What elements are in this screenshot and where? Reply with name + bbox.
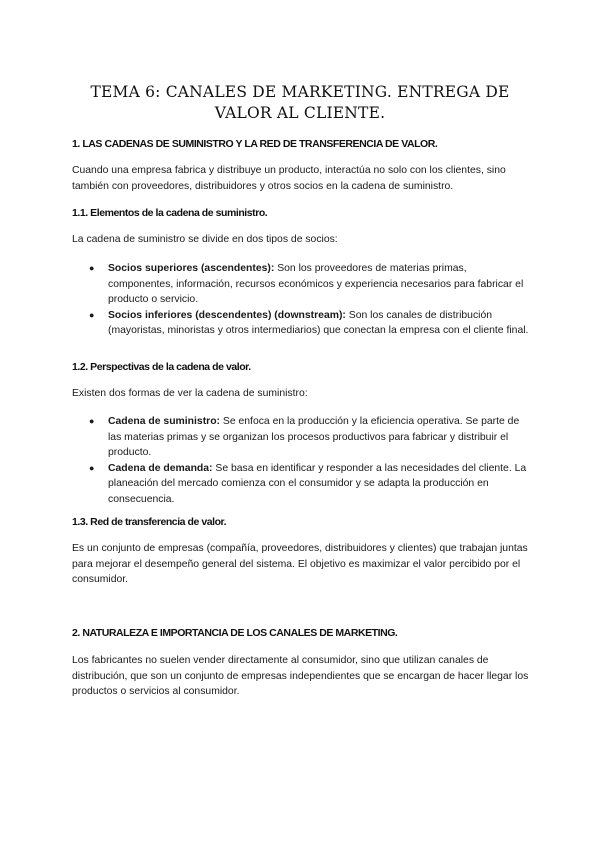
- list-item-term: Cadena de demanda:: [108, 462, 213, 474]
- list-item-text: Se basa en identificar y responder a las necesidades del cliente. La planeación del mercado comienza con el consumidor y se adapta la producción en consecuencia.: [108, 462, 527, 505]
- section-2-heading: 2. NATURALEZA E IMPORTANCIA DE LOS CANALES DE MARKETING.: [72, 627, 398, 639]
- list-item: [72, 461, 532, 508]
- list-item-text: Son los canales de distribución (mayoristas, minoristas y otros intermediarios) que conectan la empresa con el cliente final.: [108, 309, 529, 336]
- title-line-2: VALOR AL CLIENTE.: [214, 104, 386, 122]
- section-1-1-heading: 1.1. Elementos de la cadena de suministro.: [72, 207, 268, 219]
- list-item-text: Se enfoca en la producción y la eficiencia operativa. Se parte de las materias primas y se organizan los procesos productivos para fabricar y distribuir el producto.: [108, 416, 520, 458]
- title-line-1: TEMA 6: CANALES DE MARKETING. ENTREGA DE: [90, 83, 510, 101]
- list-item-term: Cadena de suministro:: [108, 416, 221, 427]
- bullet-icon: ●: [89, 462, 95, 473]
- section-1-intro: Cuando una empresa fabrica y distribuye un producto, interactúa no solo con los clientes, sino también con proveedores, distribuidores y otros socios en la cadena de suministro.: [72, 165, 506, 192]
- section-1-2-intro: Existen dos formas de ver la cadena de suministro:: [72, 388, 308, 399]
- section-1-2-list: [72, 414, 532, 507]
- bullet-icon: ●: [89, 309, 95, 320]
- document-title: [60, 82, 540, 124]
- section-1-3-heading: 1.3. Red de transferencia de valor.: [72, 516, 227, 528]
- bullet-icon: ●: [89, 416, 95, 426]
- bullet-icon: ●: [89, 263, 95, 273]
- section-1-3-text: Es un conjunto de empresas (compañía, proveedores, distribuidores y clientes) que trabajan juntas para mejorar el desempeño general del sistema. El objetivo es maximizar el valor percibido por el consumidor.: [72, 543, 528, 585]
- section-1-1-intro: La cadena de suministro se divide en dos tipos de socios:: [72, 234, 338, 245]
- section-1-1-list: [72, 261, 532, 339]
- list-item: [72, 261, 532, 308]
- list-item-term: Socios inferiores (descendentes) (downstream):: [108, 309, 346, 321]
- list-item-text: Son los proveedores de materias primas, componentes, información, recursos económicos y experiencia necesarios para fabricar el producto o servicio.: [108, 263, 524, 305]
- section-1-heading: 1. LAS CADENAS DE SUMINISTRO Y LA RED DE TRANSFERENCIA DE VALOR.: [72, 138, 438, 150]
- list-item-term: Socios superiores (ascendentes):: [108, 263, 275, 274]
- list-item: [72, 308, 532, 339]
- section-1-2-heading: 1.2. Perspectivas de la cadena de valor.: [72, 361, 251, 373]
- section-2-text: Los fabricantes no suelen vender directamente al consumidor, sino que utilizan canales de distribución, que son un conjunto de empresas independientes que se encargan de hacer llegar los productos o servicios al consumidor.: [72, 655, 529, 697]
- list-item: [72, 414, 532, 461]
